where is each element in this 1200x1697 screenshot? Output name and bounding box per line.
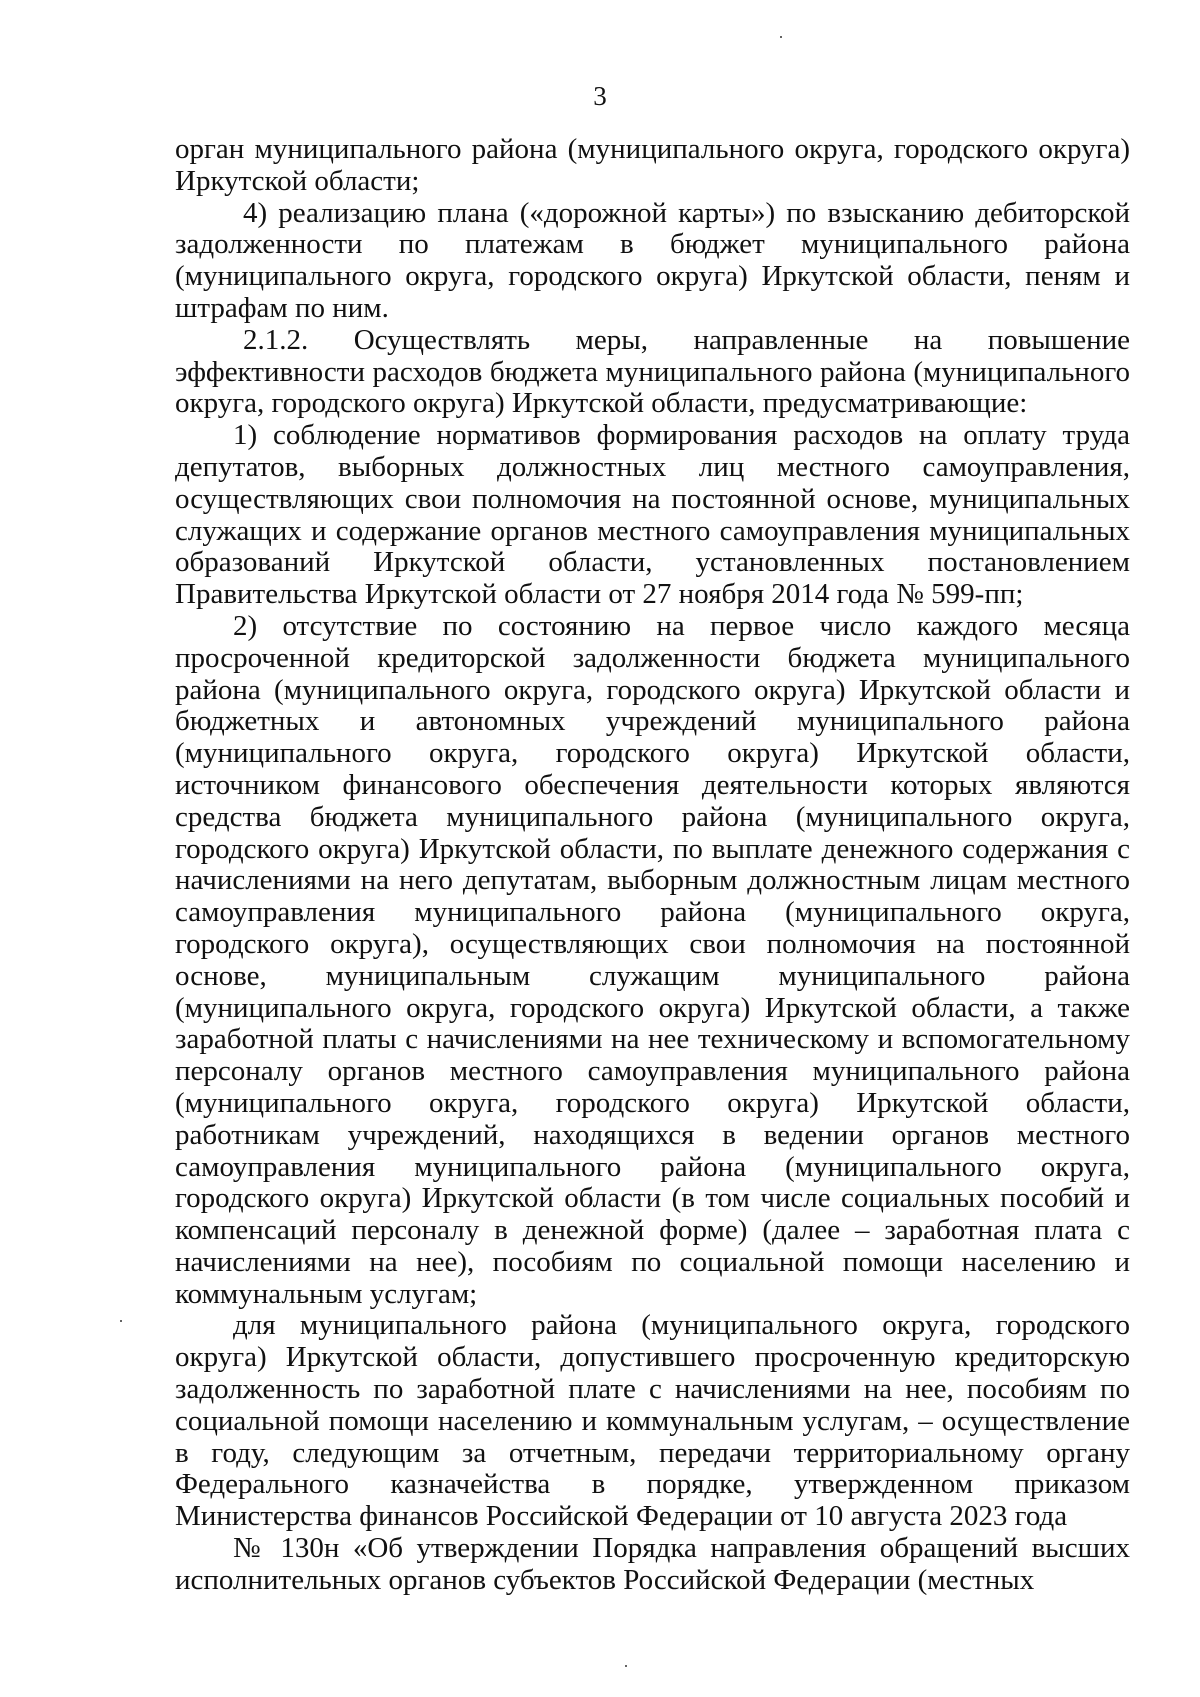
page-number: 3 xyxy=(593,81,607,111)
paragraph-6: для муниципального района (муниципального округа, городского округа) Иркутской области, допустившего просроченную кредиторскую задолженность по заработной плате с начислениями на нее, пособиям по социальной помощи населению и коммунальным услугам, – осуществление в году, следующим за отчетным, передачи территориальному органу Федерального казначейства в порядке, утвержденном приказом Министерства финансов Российской Федерации от 10 августа 2023 года xyxy=(175,1309,1130,1533)
paragraph-5: 2) отсутствие по состоянию на первое число каждого месяца просроченной кредиторской задолженности бюджета муниципального района (муниципального округа, городского округа) Иркутской области и бюджетных и автономных учреждений муниципального района (муниципального округа, городского округа) Иркутской области, источником финансового обеспечения деятельности которых являются средства бюджета муниципального района (муниципального округа, городского округа) Иркутской области, по выплате денежного содержания с начислениями на него депутатам, выборным должностным лицам местного самоуправления муниципального района (муниципального округа, городского округа), осуществляющих свои полномочия на постоянной основе, муниципальным служащим муниципального района (муниципального округа, городского округа) Иркутской области, а также заработной платы с начислениями на нее техническому и вспомогательному персоналу органов местного самоуправления муниципального района (муниципального округа, городского округа) Иркутской области, работникам учреждений, находящихся в ведении органов местного самоуправления муниципального района (муниципального округа, городского округа) Иркутской области (в том числе социальных пособий и компенсаций персоналу в денежной форме) (далее – заработная плата с начислениями на нее), пособиям по социальной помощи населению и коммунальным услугам; xyxy=(175,609,1130,1310)
document-body xyxy=(175,134,1130,1597)
scan-speck xyxy=(780,36,782,38)
paragraph-1: орган муниципального района (муниципального округа, городского округа) Иркутской области; xyxy=(175,133,1130,197)
paragraph-4: 1) соблюдение нормативов формирования расходов на оплату труда депутатов, выборных должностных лиц местного самоуправления, осуществляющих свои полномочия на постоянной основе, муниципальных служащих и содержание органов местного самоуправления муниципальных образований Иркутской области, установленных постановлением Правительства Иркутской области от 27 ноября 2014 года № 599-пп; xyxy=(175,419,1130,611)
paragraph-2: 4) реализацию плана («дорожной карты») по взысканию дебиторской задолженности по платежам в бюджет муниципального района (муниципального округа, городского округа) Иркутской области, пеням и штрафам по ним. xyxy=(175,196,1130,324)
paragraph-3: 2.1.2. Осуществлять меры, направленные на повышение эффективности расходов бюджета муниципального района (муниципального округа, городского округа) Иркутской области, предусматривающие: xyxy=(175,323,1130,420)
paragraph-7: № 130н «Об утверждении Порядка направления обращений высших исполнительных органов субъектов Российской Федерации (местных xyxy=(175,1532,1130,1596)
scan-speck xyxy=(625,1665,627,1667)
scan-speck xyxy=(120,1320,122,1322)
